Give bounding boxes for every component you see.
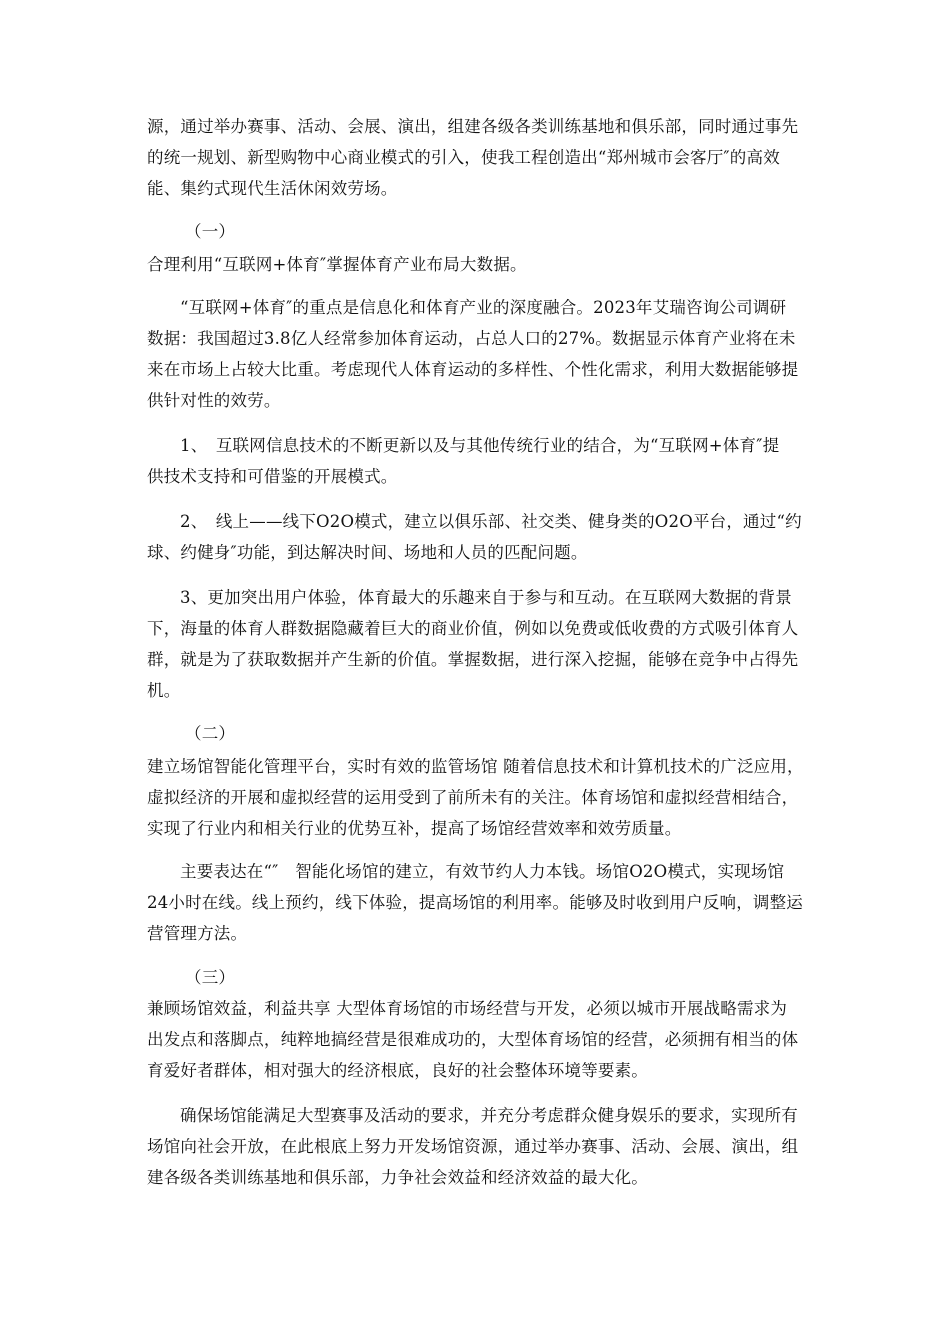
list-item-1: 1、 互联网信息技术的不断更新以及与其他传统行业的结合，为“互联网+体育″提 (180, 436, 780, 455)
text-line: 育爱好者群体，相对强大的经济根底，良好的社会整体环境等要素。 (147, 1061, 648, 1080)
text-line: 供针对性的效劳。 (147, 391, 281, 410)
text-line: 虚拟经济的开展和虚拟经营的运用受到了前所未有的关注。体育场馆和虚拟经营相结合， (147, 788, 799, 807)
section-title-3: 兼顾场馆效益，利益共享 大型体育场馆的市场经营与开发，必须以城市开展战略需求为 (147, 999, 788, 1018)
text-line: 确保场馆能满足大型赛事及活动的要求，并充分考虑群众健身娱乐的要求，实现所有 (180, 1106, 798, 1125)
text-line: 能、集约式现代生活休闲效劳场。 (147, 179, 398, 198)
section-heading-1: （一） (185, 222, 236, 241)
text-line: 场馆向社会开放，在此根底上努力开发场馆资源，通过举办赛事、活动、会展、演出，组 (147, 1137, 799, 1156)
text-line: 机。 (147, 681, 181, 700)
section-heading-2: （二） (185, 724, 236, 743)
text-line: 24小时在线。线上预约，线下体验，提高场馆的利用率。能够及时收到用户反响，调整运 (147, 893, 803, 912)
section-title-1: 合理利用“互联网+体育″掌握体育产业布局大数据。 (147, 255, 527, 274)
text-line: 群，就是为了获取数据并产生新的价值。掌握数据，进行深入挖掘，能够在竞争中占得先 (147, 650, 799, 669)
list-item-2: 2、 线上——线下O2O模式，建立以俱乐部、社交类、健身类的O2O平台，通过“约 (180, 512, 802, 531)
text-line: 球、约健身″功能，到达解决时间、场地和人员的匹配问题。 (147, 543, 588, 562)
text-line: “互联网+体育″的重点是信息化和体育产业的深度融合。2023年艾瑞咨询公司调研 (180, 298, 787, 317)
text-line: 主要表达在“″ 智能化场馆的建立，有效节约人力本钱。场馆O2O模式，实现场馆 (180, 862, 785, 881)
text-line: 的统一规划、新型购物中心商业模式的引入，使我工程创造出“郑州城市会客厅″的高效 (147, 148, 780, 167)
section-heading-3: （三） (185, 968, 236, 987)
text-line: 实现了行业内和相关行业的优势互补，提高了场馆经营效率和效劳质量。 (147, 819, 682, 838)
text-line: 下，海量的体育人群数据隐藏着巨大的商业价值，例如以免费或低收费的方式吸引体育人 (147, 619, 799, 638)
text-line: 来在市场上占较大比重。考虑现代人体育运动的多样性、个性化需求，利用大数据能够提 (147, 360, 799, 379)
text-line: 源，通过举办赛事、活动、会展、演出，组建各级各类训练基地和俱乐部，同时通过事先 (147, 117, 799, 136)
text-line: 数据：我国超过3.8亿人经常参加体育运动，占总人口的27%。数据显示体育产业将在未 (147, 329, 796, 348)
text-line: 建各级各类训练基地和俱乐部，力争社会效益和经济效益的最大化。 (147, 1168, 648, 1187)
text-line: 出发点和落脚点，纯粹地搞经营是很难成功的，大型体育场馆的经营，必须拥有相当的体 (147, 1030, 799, 1049)
list-item-3: 3、更加突出用户体验，体育最大的乐趣来自于参与和互动。在互联网大数据的背景 (180, 588, 792, 607)
text-line: 营管理方法。 (147, 924, 248, 943)
section-title-2: 建立场馆智能化管理平台，实时有效的监管场馆 随着信息技术和计算机技术的广泛应用， (147, 757, 804, 776)
text-line: 供技术支持和可借鉴的开展模式。 (147, 467, 398, 486)
